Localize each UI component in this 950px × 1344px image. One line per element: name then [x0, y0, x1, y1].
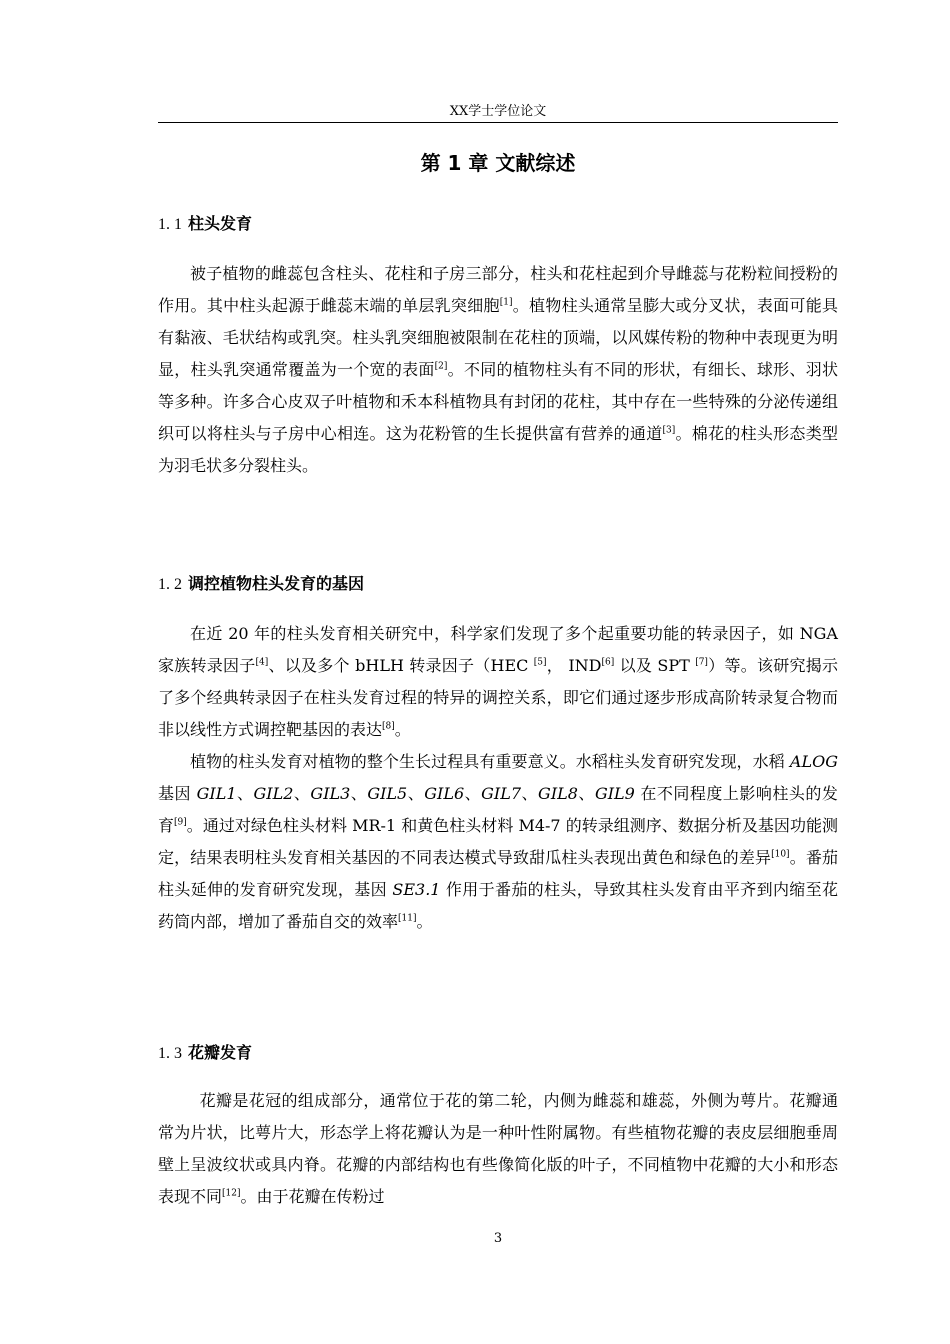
citation: [5] — [533, 657, 547, 668]
section-number: 1. 2 — [158, 576, 182, 593]
paragraph-stigma-significance: 植物的柱头发育对植物的整个生长过程具有重要意义。水稻柱头发育研究发现，水稻 ALOG 基因 GIL1、GIL2、GIL3、GIL5、GIL6、GIL7、GIL8、GIL9 在不同程度上影响柱头的发育[9]。通过对绿色柱头材料 MR-1 和黄色柱头材料 M4-7 的转录组测序、数据分析及基因功能测定，结果表明柱头发育相关基因的不同表达模式导致甜瓜柱头表现出黄色和绿色的差异[10]。番茄柱头延伸的发育研究发现，基因 SE3.1 作用于番茄的柱头，导致其柱头发育由平齐到内缩至花药筒内部，增加了番茄自交的效率[11]。 — [158, 752, 838, 931]
chapter-title: 第 1 章 文献综述 — [420, 151, 576, 175]
gene-name: GIL2 — [253, 784, 294, 803]
paragraph-petal-development: 花瓣是花冠的组成部分，通常位于花的第二轮，内侧为雌蕊和雄蕊，外侧为萼片。花瓣通常为片状，比萼片大，形态学上将花瓣认为是一种叶性附属物。有些植物花瓣的表皮层细胞垂周壁上呈波纹状或具内脊。花瓣的内部结构也有些像简化版的叶子，不同植物中花瓣的大小和形态表现不同[12]。由于花瓣在传粉过 — [158, 1091, 838, 1206]
citation: [3] — [662, 425, 676, 436]
gene-name: GIL7 — [481, 784, 522, 803]
gene-name: GIL1 — [196, 784, 237, 803]
section-title: 花瓣发育 — [188, 1043, 253, 1062]
paragraph-stigma-development: 被子植物的雌蕊包含柱头、花柱和子房三部分，柱头和花柱起到介导雌蕊与花粉粒间授粉的作用。其中柱头起源于雌蕊末端的单层乳突细胞[1]。植物柱头通常呈膨大或分叉状，表面可能具有黏液、毛状结构或乳突。柱头乳突细胞被限制在花柱的顶端，以风媒传粉的物种中表现更为明显，柱头乳突通常覆盖为一个宽的表面[2]。不同的植物柱头有不同的形状，有细长、球形、羽状等多种。许多合心皮双子叶植物和禾本科植物具有封闭的花柱，其中存在一些特殊的分泌传递组织可以将柱头与子房中心相连。这为花粉管的生长提供富有营养的通道[3]。棉花的柱头形态类型为羽毛状多分裂柱头。 — [158, 264, 838, 475]
citation: [4] — [255, 657, 269, 668]
citation: [10] — [771, 849, 790, 860]
citation: [9] — [174, 817, 187, 828]
citation: [12] — [222, 1188, 241, 1199]
header-rule — [158, 122, 838, 123]
section-title: 调控植物柱头发育的基因 — [188, 574, 365, 593]
section-heading-1-1 — [158, 213, 252, 236]
section-heading-1-3 — [158, 1042, 252, 1065]
section-number: 1. 1 — [158, 216, 182, 233]
gene-name: SE3.1 — [392, 880, 441, 899]
gene-name: GIL5 — [367, 784, 408, 803]
section-title: 柱头发育 — [188, 214, 253, 233]
paragraph-regulatory-genes: 在近 20 年的柱头发育相关研究中，科学家们发现了多个起重要功能的转录因子，如 NGA 家族转录因子[4]、以及多个 bHLH 转录因子（HEC [5]， IND[6] 以及 SPT [7]）等。该研究揭示了多个经典转录因子在柱头发育过程的特异的调控关系，即它们通过逐步形成高阶转录复合物而非以线性方式调控靶基因的表达[8]。 — [158, 624, 838, 739]
page-number: 3 — [493, 1231, 503, 1246]
gene-name: ALOG — [789, 752, 838, 771]
gene-name: GIL6 — [424, 784, 465, 803]
citation: [2] — [434, 361, 448, 372]
gene-name: GIL9 — [594, 784, 635, 803]
section-heading-1-2 — [158, 573, 364, 596]
citation: [1] — [499, 297, 513, 308]
citation: [8] — [382, 721, 395, 732]
citation: [7] — [695, 657, 708, 668]
section-number: 1. 3 — [158, 1045, 182, 1062]
citation: [6] — [601, 657, 615, 668]
gene-name: GIL3 — [310, 784, 351, 803]
running-header: XX学士学位论文 — [449, 104, 547, 119]
citation: [11] — [398, 913, 417, 924]
gene-name: GIL8 — [538, 784, 578, 803]
